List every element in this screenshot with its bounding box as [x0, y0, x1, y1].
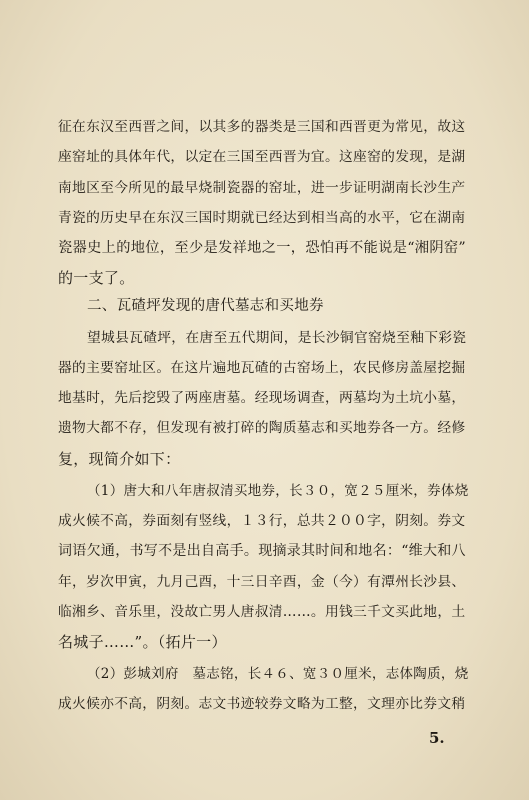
text-line: 临湘乡、音乐里，没故亡男人唐叔清……。用钱三千文买此地，土 [58, 604, 466, 620]
text-line: 词语欠通，书写不是出自高手。现摘录其时间和地名：“维大和八 [58, 543, 466, 559]
text-line: 成火候亦不高，阴刻。志文书迹较券文略为工整，文理亦比券文稍 [58, 696, 466, 712]
text-line: 的一支了。 [58, 269, 135, 287]
text-line: 望城县瓦碴坪，在唐至五代期间，是长沙铜官窑烧至釉下彩瓷 [87, 330, 467, 346]
text-line: 复，现简介如下： [58, 450, 181, 468]
text-line: （1）唐大和八年唐叔清买地券，长３０，宽２５厘米，券体烧 [87, 483, 469, 499]
text-line: 征在东汉至西晋之间，以其多的器类是三国和西晋更为常见，故这 [58, 119, 466, 135]
text-line: 青瓷的历史早在东汉三国时期就已经达到相当高的水平，它在湖南 [58, 210, 466, 226]
text-line: 座窑址的具体年代，以定在三国至西晋为宜。这座窑的发现，是湖 [58, 149, 466, 165]
text-line: 器的主要窑址区。在这片遍地瓦碴的古窑场上，农民修房盖屋挖掘 [58, 360, 466, 376]
section-heading: 二、瓦碴坪发现的唐代墓志和买地券 [87, 298, 324, 314]
page-number: 5. [429, 729, 445, 747]
text-line: 成火候不高，券面刻有竖线，１３行，总共２００字，阴刻。券文 [58, 513, 466, 529]
text-line: 遗物大都不存，但发现有被打碎的陶质墓志和买地券各一方。经修 [58, 420, 466, 436]
text-line: （2）彭城刘府 墓志铭，长４６、宽３０厘米，志体陶质，烧 [87, 666, 469, 682]
text-line: 地基时，先后挖毁了两座唐墓。经现场调查，两墓均为土坑小墓， [58, 390, 466, 406]
text-line: 南地区至今所见的最早烧制瓷器的窑址，进一步证明湖南长沙生产 [58, 180, 466, 196]
text-line: 名城子……”。（拓片一） [58, 633, 227, 651]
text-line: 瓷器史上的地位，至少是发祥地之一，恐怕再不能说是“湘阴窑” [58, 240, 467, 256]
text-line: 年，岁次甲寅，九月己酉，十三日辛酉，金（今）有潭州长沙县、 [58, 574, 466, 590]
